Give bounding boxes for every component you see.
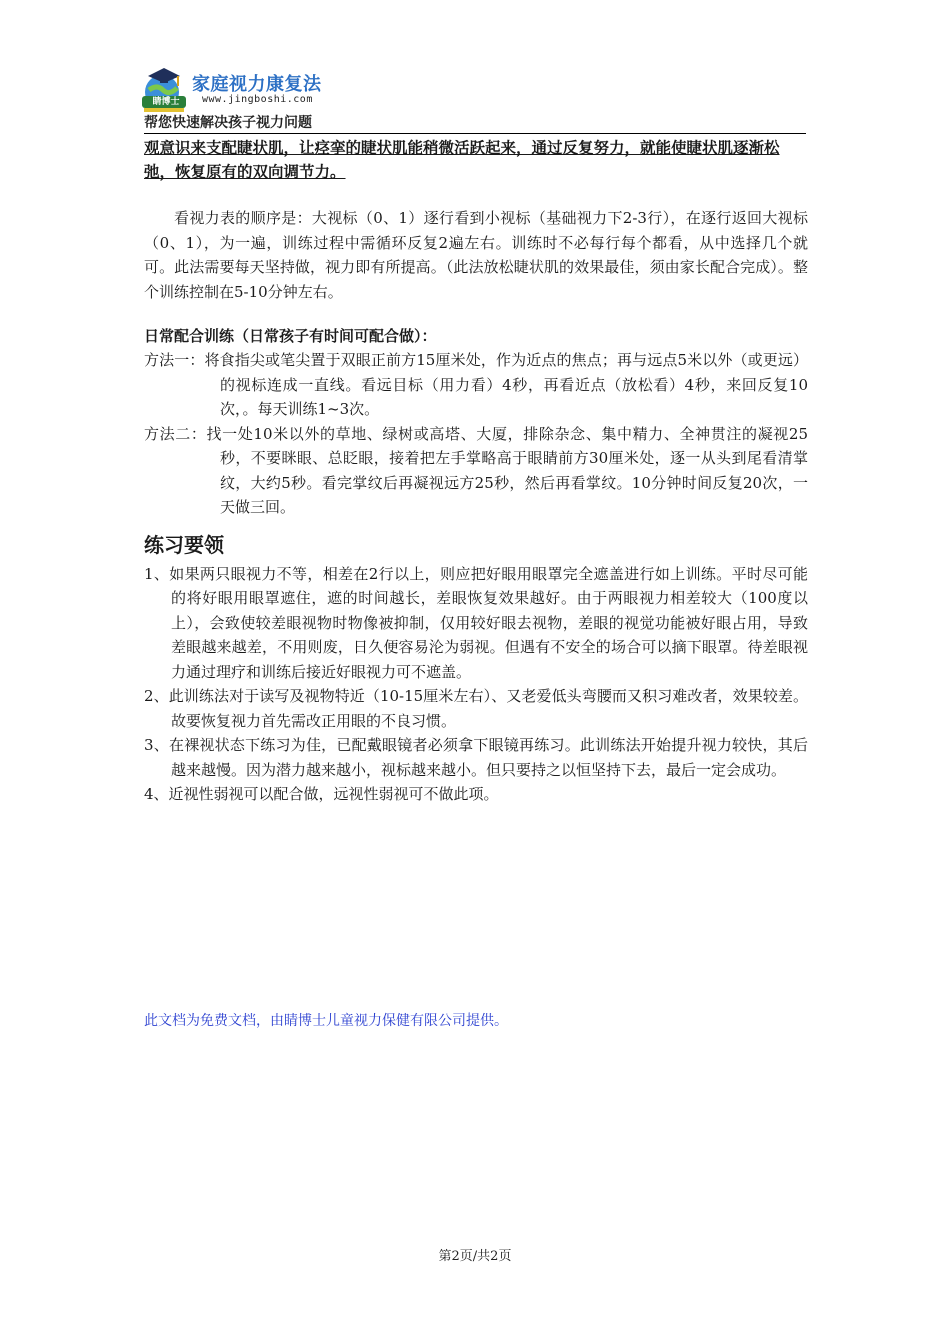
header-divider xyxy=(144,133,806,134)
daily-training-title: 日常配合训练（日常孩子有时间可配合做）： xyxy=(144,327,437,345)
vision-chart-paragraph: 看视力表的顺序是：大视标（0、1）逐行看到小视标（基础视力下2-3行），在逐行返回大视标（0、1），为一遍，训练过程中需循环反复2遍左右。训练时不必每行每个都看，从中选择几个就可。此法需要每天坚持做，视力即有所提高。（此法放松睫状肌的效果最佳，须由家长配合完成）。整个训练控制在5-10分钟左右。 xyxy=(144,209,808,301)
method-item: 方法二：找一处10米以外的草地、绿树或高塔、大厦，排除杂念、集中精力、全神贯注的凝视25秒，不要眯眼、总眨眼，接着把左手掌略高于眼睛前方30厘米处，逐一从头到尾看清掌纹，大约5秒。看完掌纹后再凝视远方25秒，然后再看掌纹。10分钟时间反复20次，一天做三回。 xyxy=(144,424,808,516)
slogan: 帮您快速解决孩子视力问题 xyxy=(144,115,312,131)
practice-point: 2、此训练法对于读写及视物特近（10-15厘米左右）、又老爱低头弯腰而又积习难改者，效果较差。故要恢复视力首先需改正用眼的不良习惯。 xyxy=(144,687,808,730)
practice-point: 3、在裸视状态下练习为佳，已配戴眼镜者必须拿下眼镜再练习。此训练法开始提升视力较快，其后越来越慢。因为潜力越来越小，视标越来越小。但只要持之以恒坚持下去，最后一定会成功。 xyxy=(144,736,808,779)
method-item: 方法一：将食指尖或笔尖置于双眼正前方15厘米处，作为近点的焦点；再与远点5米以外（或更远）的视标连成一直线。看远目标（用力看）4秒，再看近点（放松看）4秒，来回反复10次，。每天训练1~3次。 xyxy=(144,351,808,418)
lead-paragraph: 观意识来支配睫状肌，让痉挛的睫状肌能稍微活跃起来，通过反复努力，就能使睫状肌逐渐松弛，恢复原有的双向调节力。 xyxy=(144,138,780,181)
practice-point: 4、近视性弱视可以配合做，远视性弱视可不做此项。 xyxy=(144,785,499,803)
brand-name: 家庭视力康复法 xyxy=(192,74,322,95)
practice-section-title: 练习要领 xyxy=(144,532,224,557)
brand-url[interactable]: www.jingboshi.com xyxy=(202,94,313,105)
footer-note: 此文档为免费文档，由睛博士儿童视力保健有限公司提供。 xyxy=(144,1013,508,1029)
page-number: 第2页/共2页 xyxy=(438,1249,512,1264)
practice-point: 1、如果两只眼视力不等，相差在2行以上，则应把好眼用眼罩完全遮盖进行如上训练。平时尽可能的将好眼用眼罩遮住，遮的时间越长，差眼恢复效果越好。由于两眼视力相差较大（100度以上），会致使较差眼视物时物像被抑制，仅用较好眼去视物，差眼的视觉功能被好眼占用，导致差眼越来越差，不用则废，日久便容易沦为弱视。但遇有不安全的场合可以摘下眼罩。待差眼视力通过理疗和训练后接近好眼视力可不遮盖。 xyxy=(144,564,808,681)
document-body xyxy=(144,136,808,807)
logo-badge: 睛博士 xyxy=(152,97,180,107)
